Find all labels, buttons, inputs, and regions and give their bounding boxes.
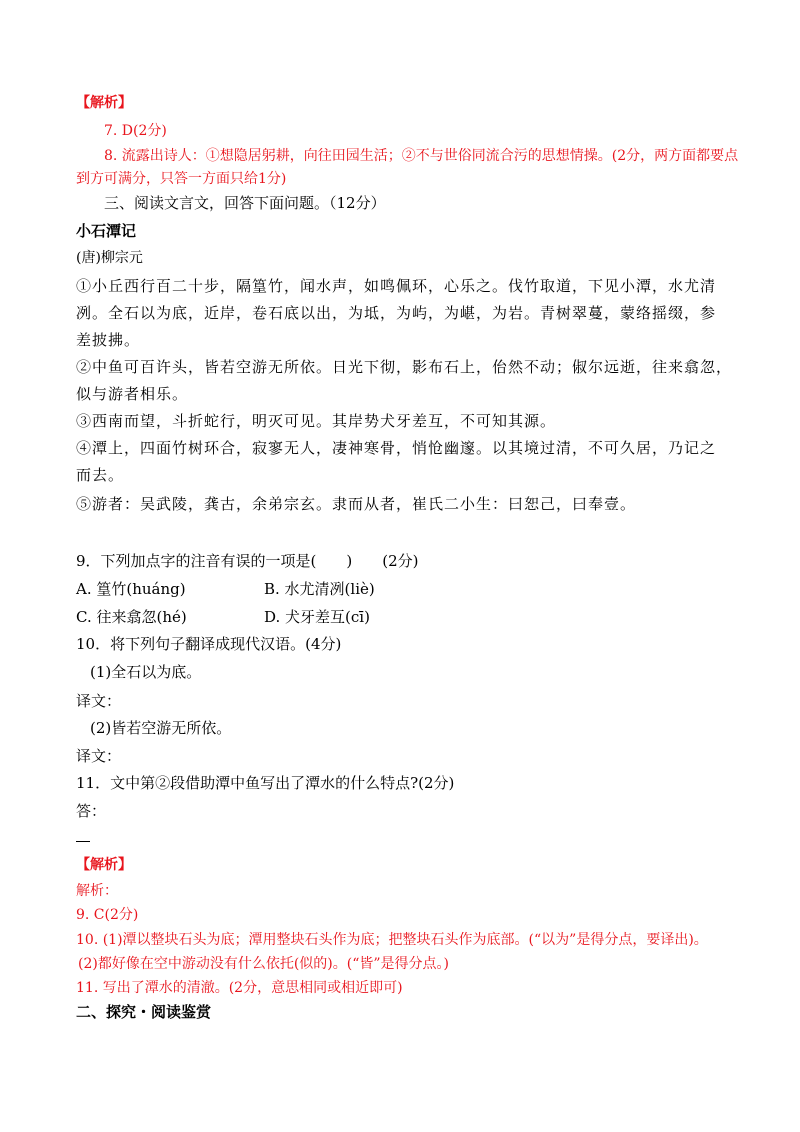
separator-dash [76, 841, 90, 842]
paragraph-1-line-1: ①小丘西行百二十步，隔篁竹，闻水声，如鸣佩环，心乐之。伐竹取道，下见小潭，水尤清 [76, 277, 717, 295]
paragraph-4-line-2: 而去。 [76, 466, 125, 484]
analysis-label-2: 【解析】 [76, 857, 132, 873]
paragraph-2-line-2: 似与游者相乐。 [76, 385, 189, 403]
section-2-heading: 二、探究・阅读鉴赏 [76, 1003, 212, 1021]
question-11-answer: 答： [76, 802, 107, 820]
question-10-item-1: (1)全石以为底。 [90, 663, 202, 681]
question-9-option-d: D. 犬牙差互(cī) [264, 608, 370, 626]
answer-10-line-2: (2)都好像在空中游动没有什么依托(似的)。(“皆”是得分点。) [78, 956, 449, 972]
passage-title: 小石潭记 [76, 222, 137, 240]
question-10: 10．将下列句子翻译成现代汉语。(4分) [76, 635, 342, 653]
question-10-item-2: (2)皆若空游无所依。 [90, 719, 232, 737]
question-9-option-c: C. 往来翕忽(hé) [76, 608, 187, 626]
analysis-sub-label: 解析： [76, 883, 118, 899]
paragraph-1-line-2: 冽。全石以为底，近岸，卷石底以出，为坻，为屿，为嵁，为岩。青树翠蔓，蒙络摇缀，参 [76, 304, 717, 322]
section-3-heading: 三、阅读文言文，回答下面问题。（12分） [104, 194, 386, 212]
answer-10-line-1: 10. (1)潭以整块石头为底；潭用整块石头作为底；把整块石头作为底部。(“以为”是得分点，要译出)。 [76, 932, 708, 948]
answer-7: 7. D(2分) [104, 123, 167, 139]
question-11: 11．文中第②段借助潭中鱼写出了潭水的什么特点?(2分) [76, 774, 455, 792]
question-9-option-a: A. 篁竹(huáng) [76, 580, 186, 598]
paragraph-2-line-1: ②中鱼可百许头，皆若空游无所依。日光下彻，影布石上，佁然不动；俶尔远逝，往来翕忽， [76, 358, 733, 376]
question-10-item-2-answer: 译文： [76, 747, 122, 765]
paragraph-1-line-3: 差披拂。 [76, 331, 141, 349]
paragraph-4-line-1: ④潭上，四面竹树环合，寂寥无人，凄神寒骨，悄怆幽邃。以其境过清，不可久居，乃记之 [76, 439, 717, 457]
answer-9: 9. C(2分) [76, 907, 139, 923]
analysis-label: 【解析】 [76, 95, 132, 111]
answer-8-line-1: 8. 流露出诗人：①想隐居躬耕，向往田园生活；②不与世俗同流合污的思想情操。(2分，两方面都要点 [104, 148, 739, 164]
answer-8-line-2: 到方可满分，只答一方面只给1分) [76, 171, 287, 187]
question-9-option-b: B. 水尤清冽(liè) [264, 580, 375, 598]
paragraph-3: ③西南而望，斗折蛇行，明灭可见。其岸势犬牙差互，不可知其源。 [76, 412, 557, 430]
question-9: 9．下列加点字的注音有误的一项是( ) (2分) [76, 552, 419, 570]
question-10-item-1-answer: 译文： [76, 692, 122, 710]
passage-author: (唐)柳宗元 [76, 250, 143, 266]
paragraph-5: ⑤游者：吴武陵，龚古，余弟宗玄。隶而从者，崔氏二小生：曰恕己，曰奉壹。 [76, 495, 637, 513]
answer-11: 11. 写出了潭水的清澈。(2分，意思相同或相近即可) [76, 980, 403, 996]
